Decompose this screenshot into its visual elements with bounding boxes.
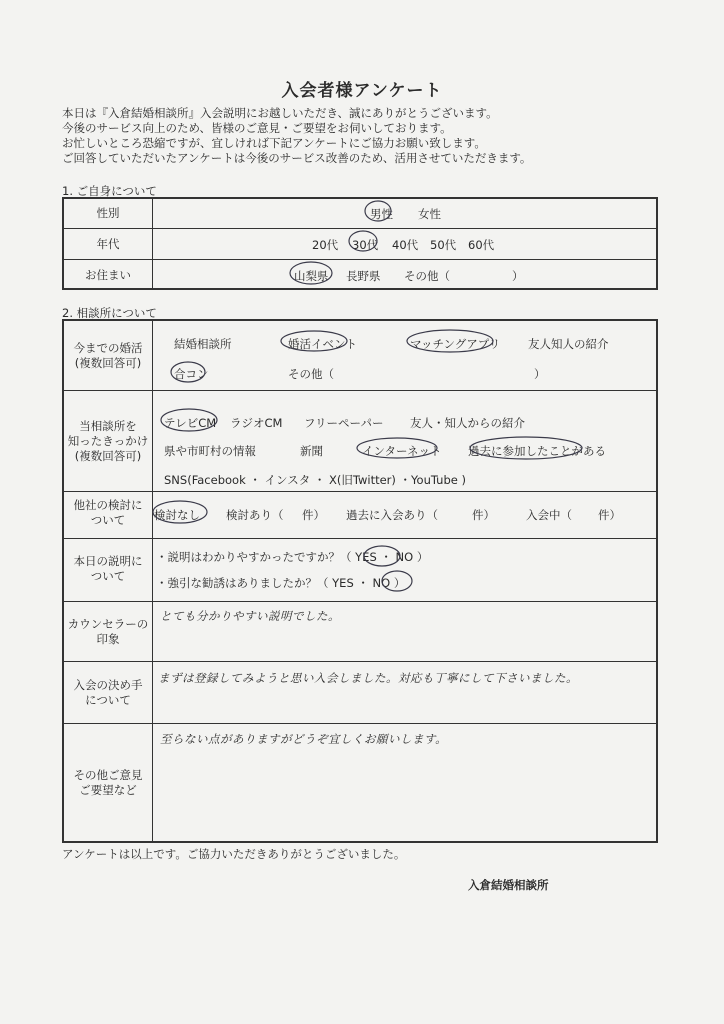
intro-text xyxy=(62,106,531,166)
gender-option-male[interactable]: 男性 xyxy=(370,207,393,221)
age-option-20s[interactable]: 20代 xyxy=(312,238,339,252)
trigger-option-sns[interactable]: SNS(Facebook ・ インスタ ・ X(旧Twitter) ・YouTube ) xyxy=(164,473,466,487)
other-companies-label: 他社の検討に ついて xyxy=(73,498,143,527)
other-companies-option-current[interactable]: 入会中（ xyxy=(526,508,572,522)
survey-title: 入会者様アンケート xyxy=(281,81,443,101)
other-companies-option-considered[interactable]: 検討あり（ xyxy=(226,508,284,522)
trigger-option-freepaper[interactable]: フリーペーパー xyxy=(304,416,384,430)
age-option-30s[interactable]: 30代 xyxy=(352,238,379,252)
konkatsu-other-close: ） xyxy=(534,367,546,381)
comments-answer[interactable]: 至らない点がありますがどうぞ宜しくお願いします。 xyxy=(160,732,448,746)
other-companies-option-none[interactable]: 検討なし xyxy=(154,508,200,522)
decision-label: 入会の決め手 について xyxy=(73,678,143,707)
counselor-label: カウンセラーの 印象 xyxy=(67,617,149,646)
other-companies-count-close: 件） xyxy=(598,508,621,522)
konkatsu-option-other[interactable]: その他（ xyxy=(288,367,334,381)
explanation-question-clarity: ・説明はわかりやすかったですか？（ YES ・ NO ） xyxy=(156,550,429,564)
trigger-option-municipal[interactable]: 県や市町村の情報 xyxy=(164,444,256,458)
footer-text: アンケートは以上です。ご協力いただきありがとうございました。 xyxy=(62,847,406,861)
residence-other-close: ） xyxy=(512,269,524,283)
other-companies-count-close: 件） xyxy=(302,508,325,522)
gender-option-female[interactable]: 女性 xyxy=(418,207,441,221)
trigger-label: 当相談所を 知ったきっかけ (複数回答可) xyxy=(67,419,149,463)
age-option-50s[interactable]: 50代 xyxy=(430,238,457,252)
intro-line: 本日は『入倉結婚相談所』入会説明にお越しいただき、誠にありがとうございます。 xyxy=(62,106,498,120)
self-info-table xyxy=(62,197,658,290)
trigger-option-tvcm[interactable]: テレビCM xyxy=(164,416,217,430)
konkatsu-label: 今までの婚活 (複数回答可) xyxy=(73,341,143,370)
intro-line: お忙しいところ恐縮ですが、宜しければ下記アンケートにご協力お願い致します。 xyxy=(62,136,486,150)
section2-heading: 2. 相談所について xyxy=(62,306,157,320)
other-companies-option-past[interactable]: 過去に入会あり（ xyxy=(346,508,438,522)
age-option-40s[interactable]: 40代 xyxy=(392,238,419,252)
explanation-question-pressure: ・強引な勧誘はありましたか？（ YES ・ NO ） xyxy=(156,576,406,590)
comments-label: その他ご意見 ご要望など xyxy=(73,768,143,797)
residence-option-other[interactable]: その他（ xyxy=(404,269,450,283)
agency-table xyxy=(62,319,658,843)
trigger-option-radiocm[interactable]: ラジオCM xyxy=(230,416,283,430)
konkatsu-option-goukon[interactable]: 合コン xyxy=(174,367,209,381)
intro-line: 今後のサービス向上のため、皆様のご意見・ご要望をお伺いしております。 xyxy=(62,121,452,135)
trigger-option-friend[interactable]: 友人・知人からの紹介 xyxy=(410,416,525,430)
trigger-option-past-participation[interactable]: 過去に参加したことがある xyxy=(468,444,606,458)
konkatsu-option-event[interactable]: 婚活イベント xyxy=(288,337,357,351)
section1-heading: 1. ご自身について xyxy=(62,184,157,198)
residence-label: お住まい xyxy=(85,268,131,282)
explanation-label: 本日の説明に ついて xyxy=(73,554,143,583)
other-companies-count-close: 件） xyxy=(472,508,495,522)
decision-answer[interactable]: まずは登録してみようと思い入会しました。対応も丁寧にして下さいました。 xyxy=(158,671,578,685)
intro-line: ご回答していただいたアンケートは今後のサービス改善のため、活用させていただきます。 xyxy=(62,151,532,165)
konkatsu-option-app[interactable]: マッチングアプリ xyxy=(410,337,501,351)
age-label: 年代 xyxy=(96,237,120,251)
trigger-option-internet[interactable]: インターネット xyxy=(362,444,442,458)
residence-option-yamanashi[interactable]: 山梨県 xyxy=(294,269,329,283)
gender-label: 性別 xyxy=(96,206,120,220)
counselor-answer[interactable]: とても分かりやすい説明でした。 xyxy=(160,609,340,623)
konkatsu-option-friend[interactable]: 友人知人の紹介 xyxy=(528,337,609,351)
trigger-option-newspaper[interactable]: 新聞 xyxy=(300,444,323,458)
residence-option-nagano[interactable]: 長野県 xyxy=(346,269,381,283)
age-option-60s[interactable]: 60代 xyxy=(468,238,495,252)
konkatsu-option-agency[interactable]: 結婚相談所 xyxy=(174,337,232,351)
organization-name: 入倉結婚相談所 xyxy=(468,878,549,892)
